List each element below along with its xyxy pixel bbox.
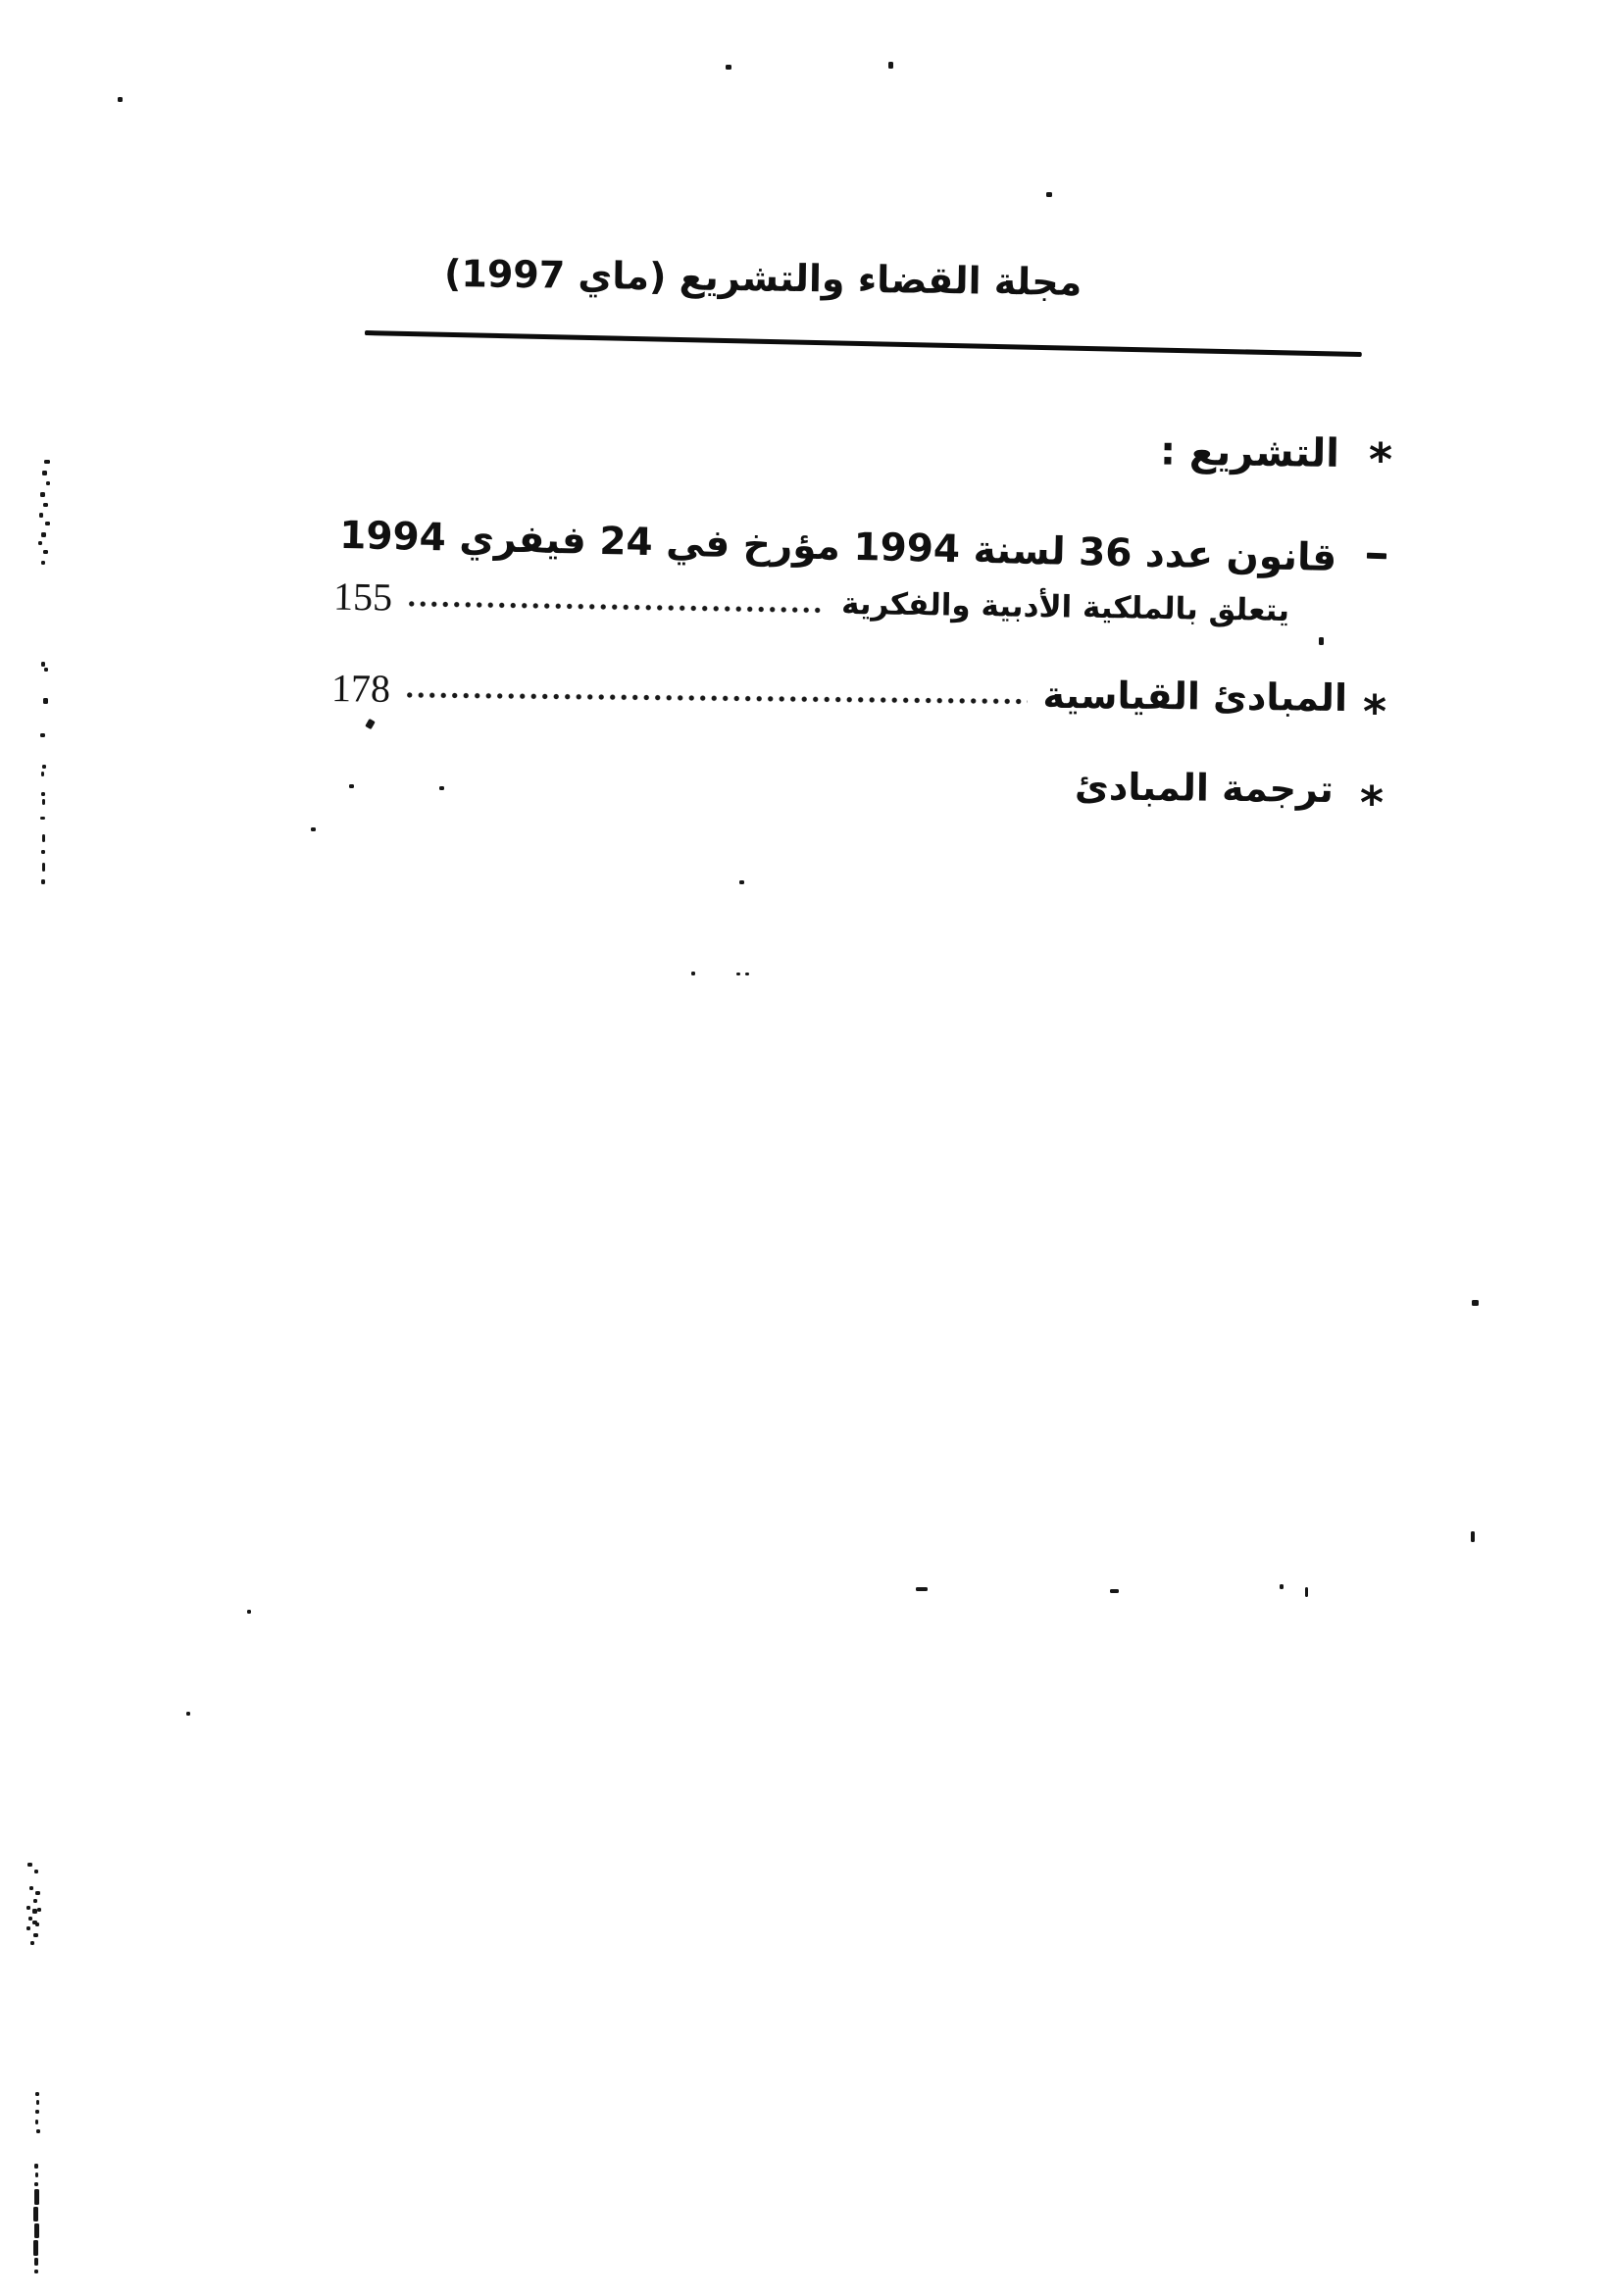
scan-speck: [365, 719, 376, 729]
scan-speck: [41, 772, 44, 776]
scan-speck: [349, 784, 354, 788]
scan-speck: [42, 834, 45, 842]
scan-speck: [41, 879, 45, 884]
scan-speck: [186, 1712, 190, 1716]
scan-speck: [40, 817, 45, 820]
scan-speck: [311, 827, 316, 831]
scan-speck: [34, 2223, 39, 2238]
scan-speck: [34, 2182, 38, 2186]
scan-speck: [888, 62, 893, 69]
scan-speck: [247, 1610, 251, 1614]
scan-speck: [1319, 637, 1324, 645]
scan-speck: [916, 1587, 928, 1591]
scan-speck: [46, 481, 50, 485]
scan-speck: [45, 522, 50, 525]
scan-speck: [34, 1870, 38, 1873]
toc-entry-title: قانون عدد 36 لسنة 1994 مؤرخ في 24 فيفري 1994: [338, 513, 1337, 580]
scan-speck: [34, 2258, 38, 2266]
dot-leader: [406, 598, 826, 617]
scan-speck: [35, 2092, 39, 2096]
scan-speck: [30, 1941, 34, 1945]
scan-speck: [38, 541, 42, 545]
scan-speck: [34, 2189, 39, 2205]
scan-speck: [40, 733, 45, 737]
scan-speck: [39, 513, 43, 518]
toc-entry-title: المبادئ القياسية: [1042, 673, 1348, 720]
scan-speck: [33, 2207, 38, 2221]
scan-speck: [35, 1891, 40, 1895]
dot-leader: [404, 689, 1028, 708]
scan-speck: [33, 1933, 38, 1937]
scan-speck: [26, 1906, 30, 1910]
scan-speck: [33, 2240, 38, 2256]
scan-speck: [118, 97, 123, 102]
asterisk-bullet-icon: *: [1363, 685, 1387, 738]
scan-speck: [33, 1899, 37, 1903]
page-title: مجلة القضاء والتشريع (ماي 1997): [443, 251, 1083, 304]
scan-speck: [36, 2129, 40, 2133]
page-number: 178: [330, 665, 391, 711]
scan-speck: [27, 1863, 32, 1867]
scan-speck: [44, 668, 48, 672]
scan-speck: [34, 2270, 38, 2273]
scan-speck: [37, 1908, 41, 1912]
scan-speck: [43, 503, 48, 507]
scan-speck: [35, 2110, 39, 2114]
scan-speck: [43, 550, 48, 554]
scan-speck: [726, 65, 731, 70]
toc-entry-row: [331, 660, 1348, 725]
scan-speck: [41, 850, 45, 854]
scan-speck: [41, 662, 45, 667]
scan-speck: [41, 792, 45, 796]
scan-speck: [28, 1917, 32, 1921]
scan-speck: [745, 973, 749, 975]
page-number: 155: [332, 574, 393, 620]
scan-speck: [1472, 1300, 1479, 1306]
dash-bullet-icon: [1367, 553, 1386, 560]
section-heading: التشريع :: [1159, 428, 1340, 476]
scan-speck: [35, 1922, 39, 1926]
scan-speck: [35, 2120, 38, 2124]
scan-speck: [42, 863, 45, 872]
scan-speck: [42, 471, 47, 475]
scan-speck: [1110, 1589, 1119, 1593]
scan-speck: [36, 2100, 39, 2105]
scan-speck: [41, 532, 46, 537]
scan-speck: [691, 972, 695, 975]
scan-speck: [41, 561, 45, 565]
toc-entry-title: ترجمة المبادئ: [1074, 765, 1335, 811]
scan-speck: [34, 2164, 38, 2169]
scan-speck: [1280, 1584, 1284, 1589]
scan-speck: [1305, 1587, 1308, 1597]
scan-speck: [43, 698, 48, 704]
asterisk-bullet-icon: *: [1369, 433, 1393, 486]
scan-speck: [44, 460, 50, 464]
asterisk-bullet-icon: *: [1360, 776, 1385, 829]
toc-entry-subtitle: يتعلق بالملكية الأدبية والفكرية: [840, 585, 1290, 628]
scan-speck: [1471, 1531, 1475, 1542]
scan-speck: [42, 765, 46, 769]
scan-speck: [35, 2172, 38, 2177]
scan-speck: [26, 1926, 30, 1930]
toc-entry-row: [333, 570, 1290, 637]
scan-speck: [29, 1886, 33, 1890]
scan-speck: [739, 880, 744, 884]
header-rule: [365, 330, 1362, 357]
scan-speck: [439, 786, 444, 790]
scan-speck: [40, 492, 45, 497]
scan-speck: [42, 799, 45, 805]
scan-speck: [1046, 192, 1052, 197]
scan-speck: [736, 973, 740, 975]
